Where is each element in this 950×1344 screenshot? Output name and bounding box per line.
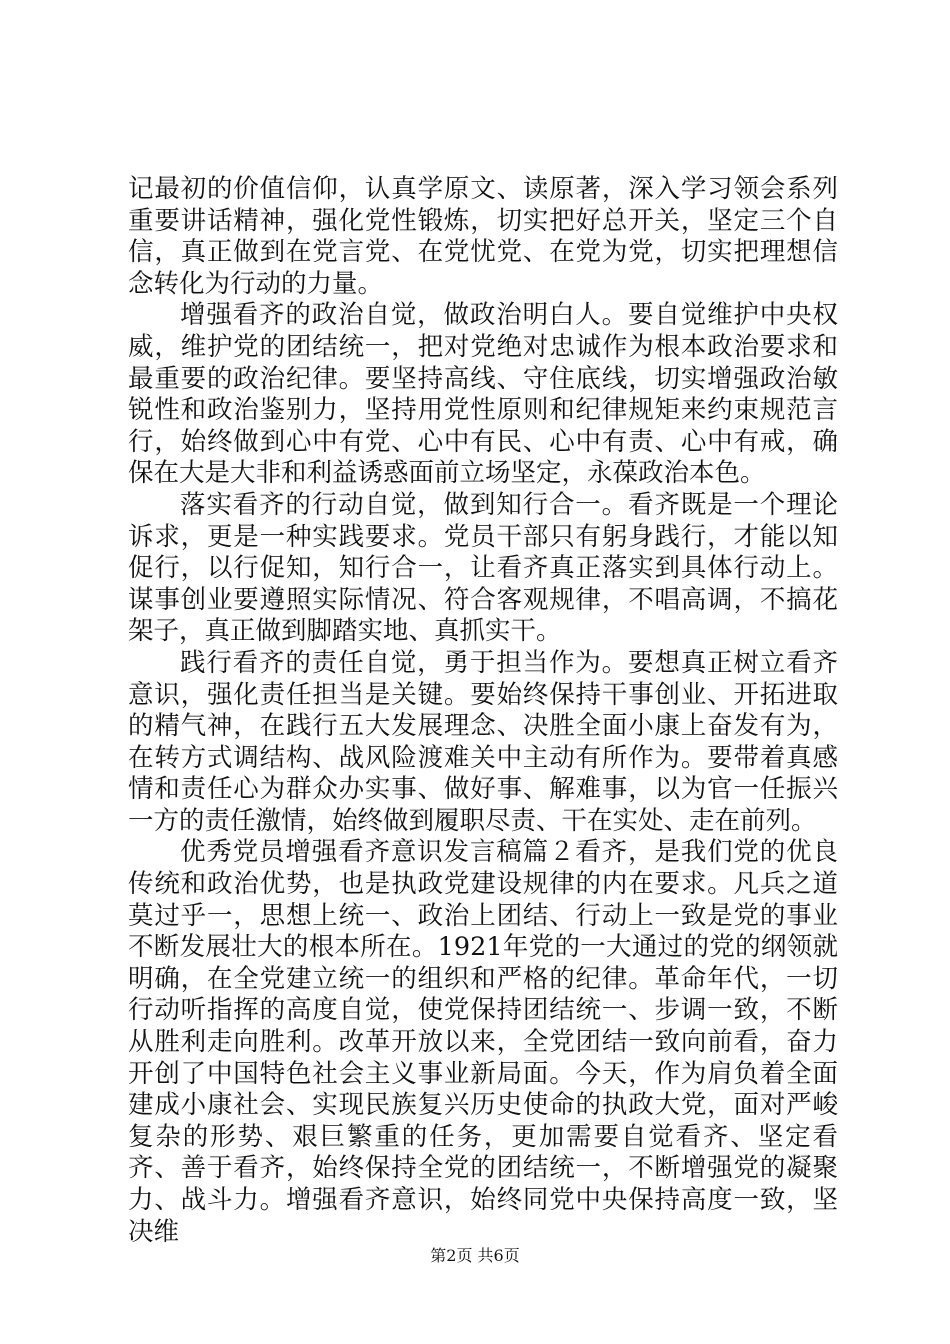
page-footer: 第2页 共6页 [430, 1246, 520, 1265]
paragraph-3: 落实看齐的行动自觉，做到知行合一。看齐既是一个理论诉求，更是一种实践要求。党员干部只有躬身践行，才能以知促行，以行促知，知行合一，让看齐真正落实到具体行动上。谋事创业要遵照实际情况、符合客观规律，不唱高调，不搞花架子，真正做到脚踏实地、真抓实干。 [128, 489, 838, 647]
document-body [128, 174, 838, 1248]
paragraph-4: 践行看齐的责任自觉，勇于担当作为。要想真正树立看齐意识，强化责任担当是关键。要始终保持干事创业、开拓进取的精气神，在践行五大发展理念、决胜全面小康上奋发有为，在转方式调结构、战风险渡难关中主动有所作为。要带着真感情和责任心为群众办实事、做好事、解难事，以为官一任振兴一方的责任激情，始终做到履职尽责、干在实处、走在前列。 [128, 647, 838, 836]
paragraph-1: 记最初的价值信仰，认真学原文、读原著，深入学习领会系列重要讲话精神，强化党性锻炼，切实把好总开关，坚定三个自信，真正做到在党言党、在党忧党、在党为党，切实把理想信念转化为行动的力量。 [128, 174, 838, 299]
paragraph-2: 增强看齐的政治自觉，做政治明白人。要自觉维护中央权威，维护党的团结统一，把对党绝对忠诚作为根本政治要求和最重要的政治纪律。要坚持高线、守住底线，切实增强政治敏锐性和政治鉴别力，坚持用党性原则和纪律规矩来约束规范言行，始终做到心中有党、心中有民、心中有责、心中有戒，确保在大是大非和利益诱惑面前立场坚定，永葆政治本色。 [128, 300, 838, 489]
paragraph-5: 优秀党员增强看齐意识发言稿篇２看齐，是我们党的优良传统和政治优势，也是执政党建设规律的内在要求。凡兵之道莫过乎一，思想上统一、政治上团结、行动上一致是党的事业不断发展壮大的根本所在。1921年党的一大通过的党的纲领就明确，在全党建立统一的组织和严格的纪律。革命年代，一切行动听指挥的高度自觉，使党保持团结统一、步调一致，不断从胜利走向胜利。改革开放以来，全党团结一致向前看，奋力开创了中国特色社会主义事业新局面。今天，作为肩负着全面建成小康社会、实现民族复兴历史使命的执政大党，面对严峻复杂的形势、艰巨繁重的任务，更加需要自觉看齐、坚定看齐、善于看齐，始终保持全党的团结统一，不断增强党的凝聚力、战斗力。增强看齐意识，始终同党中央保持高度一致，坚决维 [128, 837, 838, 1247]
